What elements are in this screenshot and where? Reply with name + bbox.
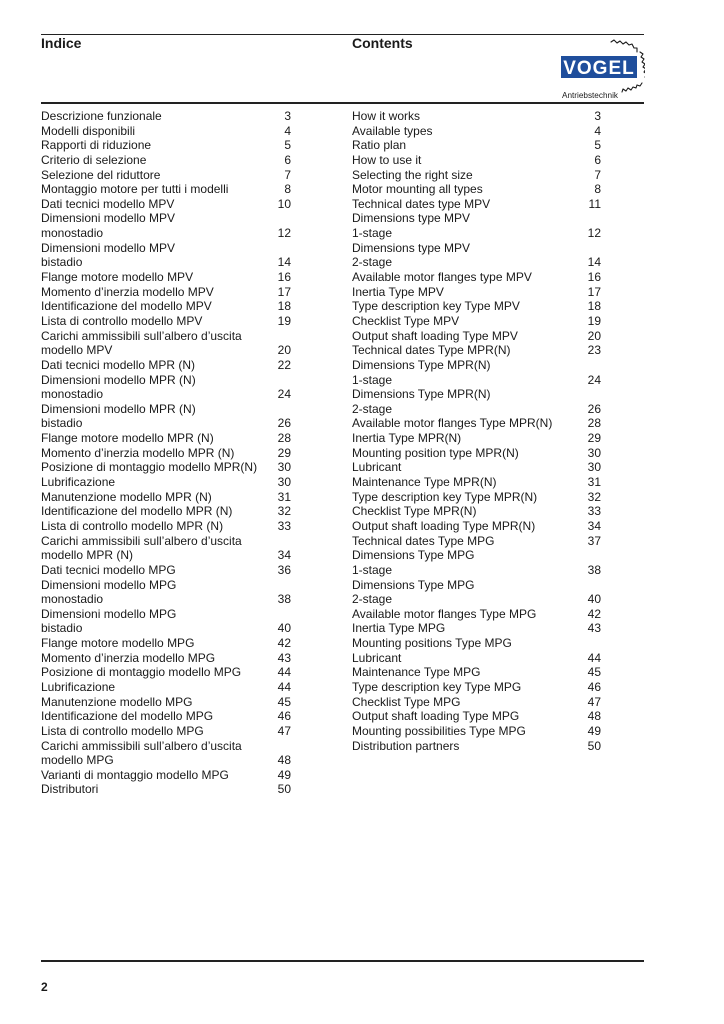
toc-entry-title: Dimensioni modello MPR (N) (41, 401, 196, 416)
toc-entry (352, 709, 601, 724)
toc-entry-title: monostadio (41, 226, 104, 241)
toc-entry (41, 270, 291, 285)
toc-entry-title: Type description key Type MPR(N) (352, 489, 538, 504)
toc-entry-page: 30 (587, 460, 601, 475)
toc-entry (352, 621, 601, 636)
toc-entry-title: Mounting positions Type MPG (352, 636, 512, 651)
toc-entry-title: Rapporti di riduzione (41, 138, 152, 153)
toc-entry (41, 387, 291, 402)
toc-entry-page: 28 (587, 416, 601, 431)
toc-entry-title: Inertia Type MPR(N) (352, 431, 462, 446)
toc-entry-page: 34 (277, 548, 291, 563)
toc-entry (352, 651, 601, 666)
toc-entry-title: Lubricant (352, 650, 402, 665)
toc-entry-title: Checklist Type MPV (352, 313, 460, 328)
toc-entry-page: 31 (277, 489, 291, 504)
toc-entry-title: Flange motore modello MPG (41, 636, 195, 651)
toc-entry-page: 42 (277, 636, 291, 651)
toc-entry (352, 299, 601, 314)
toc-entry (352, 416, 601, 431)
toc-entry (41, 124, 291, 139)
toc-entry-title: Manutenzione modello MPR (N) (41, 489, 212, 504)
toc-entry-page: 45 (277, 694, 291, 709)
toc-entry-page: 49 (587, 723, 601, 738)
toc-entry-page: 32 (277, 504, 291, 519)
toc-entry (41, 285, 291, 300)
toc-entry-title: Motor mounting all types (352, 182, 483, 197)
toc-entry (41, 607, 291, 622)
toc-entry-title: Lubrificazione (41, 475, 116, 490)
toc-entry (41, 109, 291, 124)
toc-entry-page: 18 (277, 299, 291, 314)
toc-entry-page: 24 (277, 387, 291, 402)
toc-entry-title: Technical dates Type MPG (352, 533, 495, 548)
toc-entry-page: 3 (284, 109, 291, 123)
toc-entry-title: Output shaft loading Type MPG (352, 709, 520, 724)
toc-entry (352, 124, 601, 139)
toc-entry-title: Descrizione funzionale (41, 109, 162, 123)
toc-entry-page: 48 (587, 709, 601, 724)
toc-entry-page: 38 (277, 592, 291, 607)
toc-entry (41, 563, 291, 578)
toc-entry (41, 782, 291, 797)
toc-entry-page: 43 (587, 621, 601, 636)
toc-entry-title: modello MPG (41, 753, 114, 768)
toc-entry (41, 680, 291, 695)
toc-entry-page: 44 (277, 665, 291, 680)
toc-entry-page: 10 (277, 196, 291, 211)
toc-entry-title: Dimensioni modello MPV (41, 211, 176, 226)
toc-entry (352, 138, 601, 153)
toc-entry (352, 636, 601, 651)
toc-entry-page: 14 (277, 255, 291, 270)
toc-entry (352, 739, 601, 754)
toc-entry-page: 47 (587, 694, 601, 709)
header-rule (41, 102, 644, 104)
gear-teeth-top-icon (611, 40, 637, 52)
toc-entry-page: 34 (587, 518, 601, 533)
toc-entry (41, 753, 291, 768)
toc-entry (352, 724, 601, 739)
toc-entry-page: 12 (277, 226, 291, 241)
toc-entry (41, 446, 291, 461)
toc-entry-page: 6 (594, 152, 601, 167)
toc-entry-page: 24 (587, 372, 601, 387)
toc-entry-page: 32 (587, 489, 601, 504)
toc-entry-page: 30 (277, 475, 291, 490)
toc-entry-page: 40 (277, 621, 291, 636)
toc-entry (352, 226, 601, 241)
toc-entry (41, 358, 291, 373)
toc-entry (352, 695, 601, 710)
vogel-logo (561, 36, 645, 102)
toc-entry-title: Technical dates Type MPR(N) (352, 343, 511, 358)
toc-entry (352, 314, 601, 329)
toc-entry (41, 343, 291, 358)
toc-entry-title: Carichi ammissibili sull’albero d’uscita (41, 738, 242, 753)
toc-entry (352, 373, 601, 388)
toc-entry-title: Lista di controllo modello MPV (41, 313, 203, 328)
toc-entry (41, 431, 291, 446)
toc-entry-title: Distributori (41, 782, 99, 797)
toc-entry (352, 343, 601, 358)
toc-entry-title: Criterio di selezione (41, 152, 147, 167)
toc-entry-page: 45 (587, 665, 601, 680)
toc-entry-page: 12 (587, 226, 601, 241)
toc-entry-page: 11 (588, 196, 601, 211)
toc-entry-title: modello MPR (N) (41, 548, 134, 563)
toc-entry-title: Modelli disponibili (41, 123, 136, 138)
toc-entry-title: How to use it (352, 152, 422, 167)
toc-entry-title: Montaggio motore per tutti i modelli (41, 182, 229, 197)
toc-entry-title: Maintenance Type MPR(N) (352, 475, 497, 490)
toc-entry (352, 285, 601, 300)
toc-entry-title: Lubricant (352, 460, 402, 475)
toc-entry-page: 28 (277, 431, 291, 446)
page-number: 2 (41, 980, 48, 994)
toc-entry-title: 2-stage (352, 401, 393, 416)
toc-entry-page: 16 (277, 270, 291, 285)
toc-entry-title: Dimensioni modello MPG (41, 577, 177, 592)
toc-entry (352, 402, 601, 417)
toc-entry (41, 211, 291, 226)
toc-entry-title: Dati tecnici modello MPG (41, 562, 176, 577)
toc-entry-page: 18 (587, 299, 601, 314)
toc-entry-title: Dimensioni modello MPV (41, 240, 176, 255)
toc-entry-page: 26 (277, 416, 291, 431)
toc-entry-page: 47 (277, 723, 291, 738)
toc-entry-page: 4 (594, 123, 601, 138)
toc-entry (352, 519, 601, 534)
toc-entry (352, 211, 601, 226)
toc-entry-title: Maintenance Type MPG (352, 665, 481, 680)
toc-entry-title: Dimensions Type MPG (352, 548, 475, 563)
toc-entry-title: Lubrificazione (41, 679, 116, 694)
toc-entry-title: Distribution partners (352, 738, 460, 753)
toc-entry (41, 226, 291, 241)
toc-entry-page: 40 (587, 592, 601, 607)
toc-entry (41, 460, 291, 475)
toc-entry-page: 46 (277, 709, 291, 724)
toc-entry-title: Selezione del riduttore (41, 167, 161, 182)
toc-entry-page: 4 (284, 123, 291, 138)
toc-entry (41, 182, 291, 197)
toc-entry (41, 578, 291, 593)
toc-entry (352, 168, 601, 183)
toc-entry (41, 402, 291, 417)
toc-entry-page: 8 (594, 182, 601, 197)
toc-entry-title: Dimensioni modello MPR (N) (41, 372, 196, 387)
toc-entry (352, 329, 601, 344)
toc-entry (352, 504, 601, 519)
toc-entry (41, 138, 291, 153)
toc-entry-title: Momento d’inerzia modello MPG (41, 650, 216, 665)
footer-rule (41, 960, 644, 962)
toc-entry (352, 680, 601, 695)
toc-entry-title: Identificazione del modello MPR (N) (41, 504, 233, 519)
toc-entry (41, 519, 291, 534)
toc-entry-title: Output shaft loading Type MPV (352, 328, 518, 343)
toc-entry-title: Technical dates type MPV (352, 196, 491, 211)
toc-entry (41, 299, 291, 314)
toc-entry (352, 592, 601, 607)
toc-entry-page: 44 (277, 679, 291, 694)
toc-entry-title: 2-stage (352, 592, 393, 607)
toc-entry (41, 373, 291, 388)
toc-entry-title: Dimensions Type MPR(N) (352, 357, 491, 372)
logo-wordmark: VOGEL (563, 58, 635, 79)
toc-entry-page: 20 (587, 328, 601, 343)
toc-entry-page: 49 (277, 767, 291, 782)
toc-entry-page: 17 (587, 284, 601, 299)
toc-entry-page: 6 (284, 152, 291, 167)
toc-entry-title: 1-stage (352, 562, 393, 577)
toc-entry-title: Dimensioni modello MPG (41, 606, 177, 621)
toc-entry (41, 504, 291, 519)
toc-entry (352, 665, 601, 680)
toc-entry (41, 416, 291, 431)
toc-entry (352, 197, 601, 212)
toc-entry-page: 38 (587, 562, 601, 577)
toc-entry-page: 22 (277, 357, 291, 372)
toc-list-italian (41, 109, 291, 797)
toc-entry-title: How it works (352, 109, 421, 123)
toc-entry-page: 29 (587, 431, 601, 446)
toc-entry-page: 17 (277, 284, 291, 299)
toc-entry-page: 42 (587, 606, 601, 621)
toc-entry-title: Output shaft loading Type MPR(N) (352, 518, 536, 533)
toc-entry-title: Manutenzione modello MPG (41, 694, 193, 709)
toc-entry-title: Posizione di montaggio modello MPR(N) (41, 460, 258, 475)
toc-entry (352, 182, 601, 197)
toc-entry-title: Flange motore modello MPV (41, 270, 194, 285)
page-title-english: Contents (352, 35, 413, 51)
toc-entry (352, 607, 601, 622)
toc-entry-title: bistadio (41, 416, 83, 431)
toc-entry (41, 534, 291, 549)
toc-entry-title: Dimensions type MPV (352, 240, 471, 255)
toc-entry-title: Mounting position type MPR(N) (352, 445, 519, 460)
toc-entry-page: 48 (277, 753, 291, 768)
toc-entry (352, 255, 601, 270)
toc-entry-page: 44 (587, 650, 601, 665)
toc-entry (352, 460, 601, 475)
toc-entry-title: Selecting the right size (352, 167, 473, 182)
toc-entry-page: 30 (587, 445, 601, 460)
toc-entry-title: Lista di controllo modello MPG (41, 723, 204, 738)
toc-entry-title: Dati tecnici modello MPV (41, 196, 175, 211)
toc-entry (41, 255, 291, 270)
toc-entry-title: Type description key Type MPG (352, 679, 522, 694)
toc-entry-title: Checklist Type MPG (352, 694, 461, 709)
toc-entry-page: 30 (277, 460, 291, 475)
page-title-italian: Indice (41, 35, 82, 51)
toc-entry-page: 50 (587, 738, 601, 753)
toc-entry-page: 7 (594, 167, 601, 182)
toc-entry (41, 739, 291, 754)
toc-entry (41, 475, 291, 490)
toc-entry-title: Dimensions type MPV (352, 211, 471, 226)
toc-entry-title: Ratio plan (352, 138, 407, 153)
toc-entry-page: 50 (277, 782, 291, 797)
toc-entry-page: 5 (594, 138, 601, 153)
toc-entry-page: 26 (587, 401, 601, 416)
toc-list-english (352, 109, 601, 753)
toc-entry (352, 548, 601, 563)
toc-entry-title: Checklist Type MPR(N) (352, 504, 477, 519)
toc-entry-title: bistadio (41, 255, 83, 270)
logo-subtitle: Antriebstechnik (562, 91, 618, 100)
toc-entry-title: Available motor flanges Type MPG (352, 606, 537, 621)
toc-entry (41, 636, 291, 651)
toc-entry-title: 2-stage (352, 255, 393, 270)
toc-entry-page: 5 (284, 138, 291, 153)
toc-entry-page: 19 (587, 313, 601, 328)
toc-entry-page: 19 (277, 313, 291, 328)
toc-entry (352, 387, 601, 402)
gear-teeth-bottom-icon (622, 83, 642, 92)
toc-entry-title: Available motor flanges Type MPR(N) (352, 416, 553, 431)
toc-entry-page: 43 (277, 650, 291, 665)
toc-entry-page: 23 (587, 343, 601, 358)
toc-entry (352, 475, 601, 490)
toc-entry-title: modello MPV (41, 343, 113, 358)
toc-entry (41, 709, 291, 724)
toc-entry (352, 270, 601, 285)
toc-entry-title: Mounting possibilities Type MPG (352, 723, 526, 738)
toc-entry (41, 665, 291, 680)
toc-entry (352, 534, 601, 549)
toc-entry (352, 490, 601, 505)
toc-entry-page: 20 (277, 343, 291, 358)
toc-entry (41, 548, 291, 563)
toc-entry-page: 37 (587, 533, 601, 548)
toc-entry (41, 153, 291, 168)
toc-entry-title: bistadio (41, 621, 83, 636)
toc-entry-title: Inertia Type MPV (352, 284, 444, 299)
toc-entry (352, 563, 601, 578)
toc-entry (352, 153, 601, 168)
toc-entry (41, 329, 291, 344)
toc-entry-page: 36 (277, 562, 291, 577)
toc-entry-title: Posizione di montaggio modello MPG (41, 665, 242, 680)
toc-entry-title: Flange motore modello MPR (N) (41, 431, 214, 446)
toc-entry-title: Carichi ammissibili sull’albero d’uscita (41, 328, 242, 343)
toc-entry-title: Dimensions Type MPR(N) (352, 387, 491, 402)
toc-entry (352, 578, 601, 593)
toc-entry-title: monostadio (41, 387, 104, 402)
toc-entry-title: Dati tecnici modello MPR (N) (41, 357, 196, 372)
toc-entry-title: Carichi ammissibili sull’albero d’uscita (41, 533, 242, 548)
toc-entry-page: 46 (587, 679, 601, 694)
toc-entry (41, 490, 291, 505)
toc-entry-title: Momento d’inerzia modello MPR (N) (41, 445, 235, 460)
top-rule (41, 34, 644, 35)
toc-entry (352, 358, 601, 373)
toc-entry (41, 241, 291, 256)
toc-entry (41, 724, 291, 739)
toc-entry-title: Lista di controllo modello MPR (N) (41, 518, 224, 533)
toc-entry (41, 695, 291, 710)
toc-entry-page: 14 (587, 255, 601, 270)
gear-teeth-side-icon (640, 52, 645, 80)
toc-entry (352, 241, 601, 256)
toc-entry-page: 31 (587, 475, 601, 490)
toc-entry (41, 314, 291, 329)
toc-entry (41, 168, 291, 183)
toc-entry (41, 592, 291, 607)
toc-entry-title: 1-stage (352, 372, 393, 387)
toc-entry-page: 3 (594, 109, 601, 123)
toc-entry (41, 621, 291, 636)
toc-entry-page: 8 (284, 182, 291, 197)
toc-entry (41, 651, 291, 666)
toc-entry-title: Type description key Type MPV (352, 299, 520, 314)
toc-entry-title: Varianti di montaggio modello MPG (41, 767, 229, 782)
toc-entry-page: 33 (277, 518, 291, 533)
toc-entry (352, 109, 601, 124)
toc-entry (41, 197, 291, 212)
toc-entry-page: 7 (284, 167, 291, 182)
toc-entry-page: 29 (277, 445, 291, 460)
toc-entry-page: 33 (587, 504, 601, 519)
toc-entry-title: 1-stage (352, 226, 393, 241)
toc-entry (352, 446, 601, 461)
toc-entry-page: 16 (587, 270, 601, 285)
toc-entry-title: Inertia Type MPG (352, 621, 446, 636)
toc-entry-title: Identificazione del modello MPV (41, 299, 212, 314)
toc-entry-title: Identificazione del modello MPG (41, 709, 214, 724)
toc-entry-title: Available types (352, 123, 433, 138)
toc-entry (352, 431, 601, 446)
toc-entry-title: monostadio (41, 592, 104, 607)
toc-entry-title: Dimensions Type MPG (352, 577, 475, 592)
toc-entry-title: Available motor flanges type MPV (352, 270, 532, 285)
toc-entry-title: Momento d’inerzia modello MPV (41, 284, 214, 299)
toc-entry (41, 768, 291, 783)
